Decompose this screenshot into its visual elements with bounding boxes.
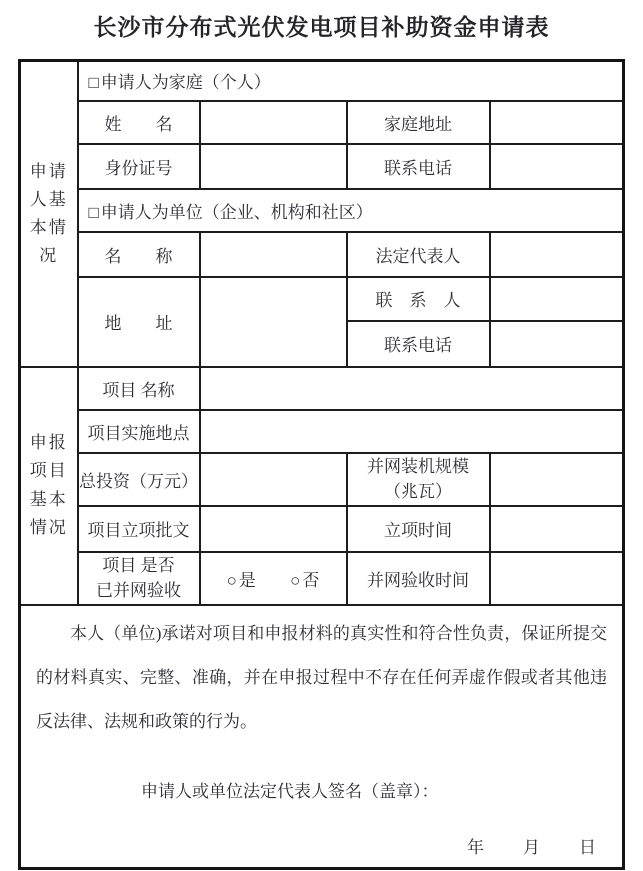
family-option-cell[interactable] <box>78 61 624 101</box>
phone-label: 联系电话 <box>347 144 490 189</box>
project-name-label: 项目 名称 <box>78 367 200 410</box>
yes-label: 是 <box>238 570 256 590</box>
contact-phone-label: 联系电话 <box>347 321 490 367</box>
checkbox-icon[interactable]: □ <box>88 73 99 93</box>
legal-rep-input-cell[interactable] <box>490 232 624 277</box>
address-input-cell[interactable] <box>200 277 347 367</box>
investment-input-cell[interactable] <box>200 453 347 506</box>
address-label: 地 址 <box>78 277 200 367</box>
approval-doc-input-cell[interactable] <box>200 506 347 552</box>
grid-check-label-line2: 已并网验收 <box>96 581 181 600</box>
id-number-label: 身份证号 <box>78 144 200 189</box>
unit-option-label: 申请人为单位（企业、机构和社区） <box>100 202 373 222</box>
name-input-cell[interactable] <box>200 101 347 144</box>
section-label-project <box>20 367 78 605</box>
capacity-input-cell[interactable] <box>490 453 624 506</box>
radio-option-yes[interactable] <box>227 571 256 590</box>
grid-accept-time-label: 并网验收时间 <box>347 552 490 605</box>
applicant-section-label: 申请人基本情况 <box>29 161 68 265</box>
contact-phone-input-cell[interactable] <box>490 321 624 367</box>
contact-person-input-cell[interactable] <box>490 277 624 321</box>
month-label: 月 <box>523 837 541 857</box>
id-number-input-cell[interactable] <box>200 144 347 189</box>
project-name-input-cell[interactable] <box>200 367 624 410</box>
grid-check-label-line1: 项目 是否 <box>102 555 175 575</box>
investment-label: 总投资（万元） <box>78 453 200 506</box>
grid-accept-time-input-cell[interactable] <box>490 552 624 605</box>
legal-rep-label: 法定代表人 <box>347 232 490 277</box>
signature-label: 申请人或单位法定代表人签名（盖章）： <box>141 781 439 801</box>
project-location-label: 项目实施地点 <box>78 410 200 453</box>
contact-person-label: 联 系 人 <box>347 277 490 321</box>
section-label-applicant <box>20 61 78 367</box>
unit-name-label: 名 称 <box>78 232 200 277</box>
family-option-label: 申请人为家庭（个人） <box>100 73 271 93</box>
capacity-label-line1: 并网装机规模 <box>367 456 469 476</box>
signature-area[interactable] <box>21 777 622 802</box>
capacity-label-line2: （兆瓦） <box>384 482 452 501</box>
year-label: 年 <box>467 837 485 857</box>
radio-icon[interactable]: ○ <box>226 570 237 590</box>
no-label: 否 <box>302 570 320 590</box>
capacity-label <box>347 453 490 506</box>
home-address-label: 家庭地址 <box>347 101 490 144</box>
grid-check-radio-cell <box>200 552 347 605</box>
project-section-label: 申报项目基本情况 <box>29 433 68 537</box>
unit-option-cell[interactable] <box>78 189 624 232</box>
home-address-input-cell[interactable] <box>490 101 624 144</box>
approval-doc-label: 项目立项批文 <box>78 506 200 552</box>
phone-input-cell[interactable] <box>490 144 624 189</box>
form-title: 长沙市分布式光伏发电项目补助资金申请表 <box>93 15 550 40</box>
name-label: 姓 名 <box>78 101 200 144</box>
application-form-table <box>18 59 625 870</box>
declaration-cell <box>20 605 624 869</box>
radio-option-no[interactable] <box>290 571 319 590</box>
approval-time-input-cell[interactable] <box>490 506 624 552</box>
declaration-text: 本人（单位)承诺对项目和申报材料的真实性和符合性负责，保证所提交的材料真实、完整、准确，并在申报过程中不存在任何弄虚作假或者其他违反法律、法规和政策的行为。 <box>36 623 608 731</box>
unit-name-input-cell[interactable] <box>200 232 347 277</box>
grid-check-label <box>78 552 200 605</box>
day-label: 日 <box>579 837 597 857</box>
project-location-input-cell[interactable] <box>200 410 624 453</box>
checkbox-icon[interactable]: □ <box>88 202 99 222</box>
approval-time-label: 立项时间 <box>347 506 490 552</box>
date-area[interactable] <box>21 833 622 858</box>
radio-icon[interactable]: ○ <box>290 570 301 590</box>
